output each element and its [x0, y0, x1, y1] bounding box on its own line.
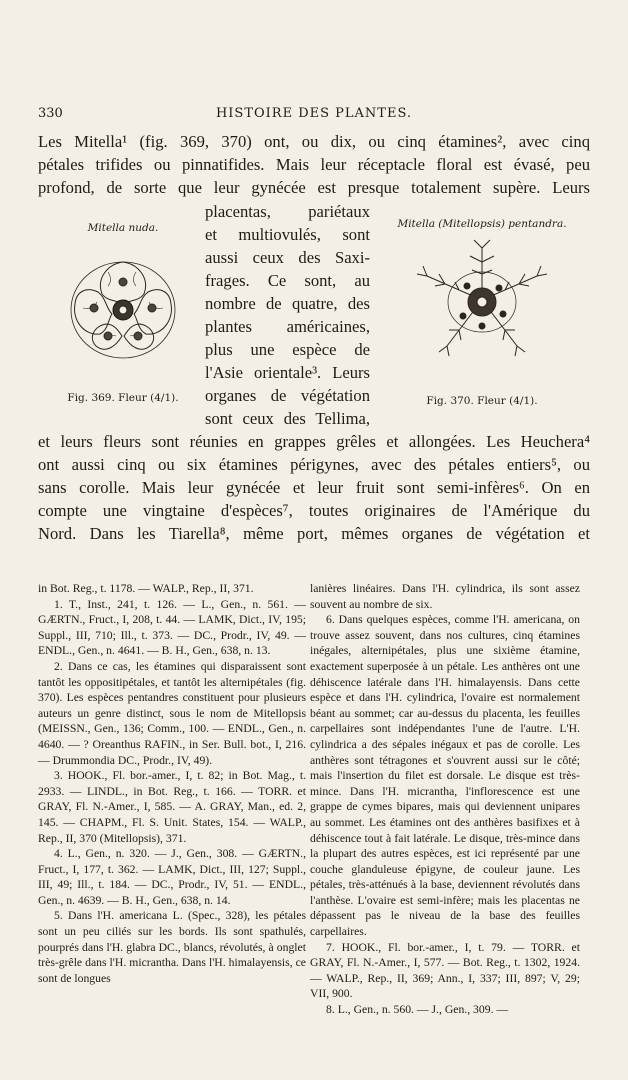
text-line: organes de végétation: [205, 386, 370, 405]
figure-370: [382, 218, 582, 410]
footnotes-left-column: [38, 581, 306, 986]
figure-369: [48, 222, 198, 412]
text-line: placentas, pariétaux: [205, 202, 370, 221]
footnote: 3. HOOK., Fl. bor.-amer., I, t. 82; in Bot. Mag., t. 2933. — LINDL., in Bot. Reg., t. 166. — TORR. et GRAY, Fl. N.-Amer., I, 585. — A. GRAY, Man., ed. 2, 145. — CHAPM., Fl. S. Unit. States, 154. — WALP., Rep., II, 370 (Mitellopsis), 371.: [38, 769, 306, 845]
text-line: Nord. Dans les Tiarella⁸, même port, mêmes organes de végétation et: [38, 524, 590, 543]
page-header: [38, 104, 590, 124]
running-title: HISTOIRE DES PLANTES.: [215, 106, 413, 121]
footnote: 7. HOOK., Fl. bor.-amer., I, t. 79. — TORR. et GRAY, Fl. N.-Amer., I, 577. — Bot. Reg., t. 1302, 1924. — WALP., Rep., II, 369; Ann., I, 337; III, 897; V, 29; VII, 900.: [310, 940, 580, 1001]
text-line: ont aussi cinq ou six étamines périgynes, avec des pétales entiers⁵, ou: [38, 455, 590, 474]
footnote: in Bot. Reg., t. 1178. — WALP., Rep., II, 371.: [38, 582, 254, 595]
text-line: et multiovulés, sont: [205, 225, 370, 244]
footnote: 4. L., Gen., n. 320. — J., Gen., 308. — GÆRTN., Fruct., I, 177, t. 362. — LAMK, Dict., III, 127; Suppl., III, 49; Ill., t. 184. — DC., Prodr., IV, 51. — ENDL., Gen., n. 4639. — B. H., Gen., 638, n. 14.: [38, 847, 306, 907]
figure-title: Mitella nuda.: [87, 222, 159, 234]
footnote: 5. Dans l'H. americana L. (Spec., 328), les pétales sont un peu ciliés sur les bords. Ils sont spathulés, pourprés dans l'H. glabra DC., blancs, révolutés, à onglet très-grêle dans l'H. micrantha. Dans l'H. himalayensis, ce sont de longues: [38, 909, 306, 985]
footnotes-right-column: [310, 581, 580, 1018]
text-line: profond, de sorte que leur gynécée est presque totalement supère. Leurs: [38, 178, 590, 197]
page-number: 330: [38, 106, 63, 121]
text-line: plus une espèce de: [205, 340, 370, 359]
text-line: et leurs fleurs sont réunies en grappes grêles et allongées. Les Heuchera⁴: [38, 432, 590, 451]
text-line: plantes américaines,: [205, 317, 370, 336]
text-line: sans corolle. Mais leur gynécée et leur fruit sont semi-infères⁶. On en: [38, 478, 590, 497]
text-line: aussi ceux des Saxi-: [205, 248, 370, 267]
figure-caption: Fig. 369. Fleur (4/1).: [67, 392, 179, 404]
footnote: 6. Dans quelques espèces, comme l'H. americana, on trouve assez souvent, dans nos cultures, cinq étamines inégales, alternipétales, plus une sixième étamine, exactement superposée à un pétale. Les anthères ont une déhiscence latérale dans l'H. himalayensis. Dans cette espèce et dans l'H. cylindrica, l'ovaire est normalement béant au sommet; car au-dessus du placenta, les feuilles carpellaires sont indépendantes l'une de l'autre. L'H. cylindrica a des sépales inégaux et pas de corolle. Les anthères sont tétragones et s'ouvrent aussi sur le côté; mais l'insertion du filet est dorsale. Le disque est très-mince. Dans l'H. micrantha, l'inflorescence est une grappe de cymes bipares, mais qui deviennent unipares au sommet. Les étamines ont des anthères basifixes et à déhiscence tout à fait latérale. Le disque, très-mince dans la plupart des autres espèces, est ici représenté par une couche glanduleuse épigyne, de couleur jaune. Les pétales, très-atténués à la base, deviennent révolutés dans l'anthèse. L'ovaire est semi-infère; mais les placentas ne dépassent pas le niveau de la base des feuilles carpellaires.: [310, 613, 580, 939]
footnote: 2. Dans ce cas, les étamines qui disparaissent sont tantôt les oppositipétales, et tantôt les alternipétales (fig. 370). Les espèces pentandres constituent pour plusieurs auteurs un genre distinct, sous le nom de Mitellopsis (MEISSN., Gen., 136; Comm., 100. — ENDL., Gen., n. 4640. — ? Oreanthus RAFIN., in Ser. Bull. bot., I, 216. — Drummondia DC., Prodr., IV, 49).: [38, 659, 306, 767]
mitella-pentandra-flower-illustration: [397, 234, 567, 369]
text-line: compte une vingtaine d'espèces⁷, toutes originaires de l'Amérique du: [38, 501, 590, 520]
footnote: 1. T., Inst., 241, t. 126. — L., Gen., n. 561. — GÆRTN., Fruct., I, 208, t. 44. — LAMK, Dict., IV, 195; Suppl., III, 710; Ill., t. 373. — DC., Prodr., IV, 49. — ENDL., Gen., n. 4641. — B. H., Gen., 638, n. 13.: [38, 597, 306, 658]
figure-title: Mitella (Mitellopsis) pentandra.: [397, 218, 567, 230]
text-line: Les Mitella¹ (fig. 369, 370) ont, ou dix, ou cinq étamines², avec cinq: [38, 132, 590, 151]
mitella-nuda-flower-illustration: [48, 242, 198, 362]
text-line: pétales trifides ou pinnatifides. Mais leur réceptacle floral est évasé, peu: [38, 155, 590, 174]
text-line: frages. Ce sont, au: [205, 271, 370, 290]
text-line: nombre de quatre, des: [205, 294, 370, 313]
text-line: l'Asie orientale³. Leurs: [205, 363, 370, 382]
figure-caption: Fig. 370. Fleur (4/1).: [426, 395, 538, 407]
text-line: sont ceux des Tellima,: [205, 409, 370, 428]
footnote: 8. L., Gen., n. 560. — J., Gen., 309. —: [326, 1003, 509, 1017]
footnote: lanières linéaires. Dans l'H. cylindrica, ils sont assez souvent au nombre de six.: [310, 582, 580, 611]
